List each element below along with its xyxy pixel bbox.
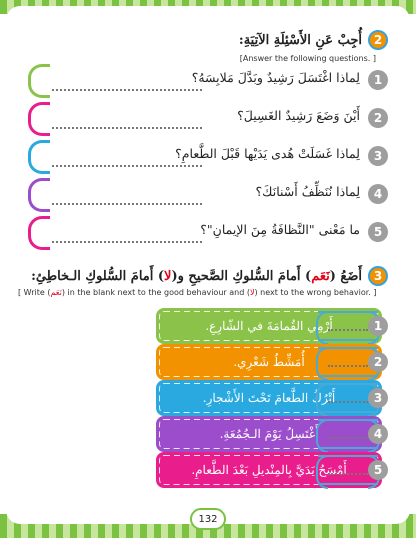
- answer-dots: [328, 401, 368, 403]
- behavior-card: أُمَشِّطُ شَعْرِي.: [158, 346, 380, 378]
- answer-line[interactable]: [52, 89, 202, 91]
- answer-brace: [28, 140, 50, 174]
- answer-dots: [328, 329, 368, 331]
- behavior-number: 4: [368, 424, 388, 444]
- english-part-2: ) in the blank next to the good behaviour and (: [61, 288, 250, 297]
- section-3-number: 3: [368, 266, 388, 286]
- answer-brace: [28, 216, 50, 250]
- question-number: 2: [368, 108, 388, 128]
- behavior-card: أَرْمِي القُمامَةَ في الشّارِعِ.: [158, 310, 380, 342]
- behavior-card: أَغْتَسِلُ يَوْمَ الـجُمُعَةِ.: [158, 418, 380, 450]
- answer-brace: [28, 178, 50, 212]
- title-part-1: أَضَعُ (: [329, 268, 362, 284]
- question-row: [28, 176, 388, 214]
- title-part-3: ) أَمامَ السُّلوكِ الـخاطِئِ:: [31, 268, 165, 284]
- section-2-heading: [239, 30, 388, 50]
- question-row: [28, 100, 388, 138]
- answer-dots: [328, 473, 368, 475]
- question-number: 4: [368, 184, 388, 204]
- behavior-number: 5: [368, 460, 388, 480]
- behavior-number: 3: [368, 388, 388, 408]
- title-part-2: ) أَمامَ السُّلوكِ الصَّحيحِ و(: [171, 268, 312, 284]
- question-row: [28, 214, 388, 252]
- english-yes: نَعَم: [50, 288, 62, 297]
- page-number: 132: [190, 508, 226, 530]
- english-part-3: ) next to the wrong behavior. ]: [254, 288, 377, 297]
- answer-brace: [28, 64, 50, 98]
- answer-line[interactable]: [52, 127, 202, 129]
- behavior-number: 1: [368, 316, 388, 336]
- question-number: 3: [368, 146, 388, 166]
- question-number: 1: [368, 70, 388, 90]
- answer-dots: [328, 437, 368, 439]
- answer-line[interactable]: [52, 165, 202, 167]
- title-no-word: لا: [164, 268, 172, 284]
- behavior-card: أَمْسَحُ يَدَيَّ بِالمِنْديلِ بَعْدَ الطَّعامِ.: [158, 454, 380, 486]
- english-part-1: [ Write (: [18, 288, 51, 297]
- question-text: ما مَعْنى "النَّظافَةُ مِنَ الإيمانِ"؟: [200, 222, 360, 237]
- question-number: 5: [368, 222, 388, 242]
- question-text: لِماذا نُنَظِّفُ أَسْنانَكَ؟: [255, 184, 360, 199]
- answer-line[interactable]: [52, 203, 202, 205]
- english-no: لا: [249, 288, 255, 297]
- behavior-number: 2: [368, 352, 388, 372]
- behavior-card: أَتْرُكُ الطَّعامَ تَحْتَ الأَشْجارِ.: [158, 382, 380, 414]
- question-row: [28, 138, 388, 176]
- question-row: [28, 62, 388, 100]
- answer-dots: [328, 365, 368, 367]
- section-3-heading: [31, 266, 388, 286]
- section-3-english-instruction: [18, 288, 377, 297]
- section-3-title: [31, 269, 362, 284]
- question-text: لِماذا اغْتَسَلَ رَشِيدٌ وبَدَّلَ مَلابِسَهُ؟: [191, 70, 360, 85]
- question-text: أَيْنَ وَضَعَ رَشِيدٌ الغَسِيلَ؟: [237, 108, 360, 123]
- title-yes-word: نَعَم: [311, 268, 330, 284]
- section-2-number: 2: [368, 30, 388, 50]
- section-2-title: أُجِبْ عَنِ الأَسْئِلَةِ الآتِيَةِ:: [238, 32, 362, 48]
- question-text: لِماذا غَسَلَتْ هُدى يَدَيْها قَبْلَ الطَّعامِ؟: [175, 146, 360, 161]
- section-2-english-instruction: [Answer the following questions. ]: [239, 54, 376, 63]
- answer-brace: [28, 102, 50, 136]
- answer-line[interactable]: [52, 241, 202, 243]
